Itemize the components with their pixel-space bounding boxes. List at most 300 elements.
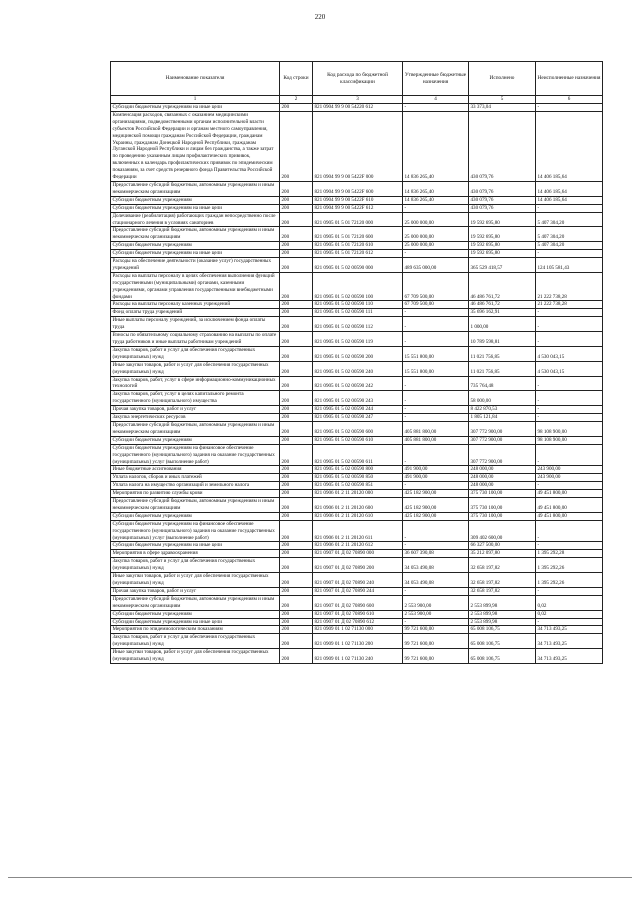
- row-line-code: 200: [280, 332, 313, 347]
- row-line-code: 200: [280, 482, 313, 490]
- row-kbk: 821 0907 01 Д 02 70890 610: [313, 610, 403, 618]
- table-row: [111, 227, 603, 242]
- column-index: 6: [536, 96, 603, 104]
- row-remaining: 4 530 043,15: [536, 361, 603, 376]
- row-line-code: 200: [280, 550, 313, 558]
- table-row: [111, 466, 603, 474]
- row-approved: -: [403, 250, 469, 258]
- row-remaining: -: [536, 618, 603, 626]
- row-executed: 309 402 600,00: [469, 520, 536, 542]
- row-approved: 14 836 265,40: [403, 181, 469, 196]
- row-approved: -: [403, 204, 469, 212]
- row-kbk: 821 0905 01 5 02 00590 610: [313, 436, 403, 444]
- row-executed: 430 079,76: [469, 111, 536, 181]
- row-executed: 19 592 695,80: [469, 250, 536, 258]
- table-header-row: [111, 62, 603, 96]
- row-remaining: 14 406 185,64: [536, 181, 603, 196]
- row-executed: 307 772 900,00: [469, 436, 536, 444]
- table-row: [111, 406, 603, 414]
- table-row: [111, 512, 603, 520]
- row-approved: -: [403, 520, 469, 542]
- table-row: [111, 204, 603, 212]
- row-executed: 375 730 100,00: [469, 498, 536, 513]
- row-executed: 32 658 197,82: [469, 573, 536, 588]
- row-kbk: 821 0905 01 5 01 72120 610: [313, 242, 403, 250]
- row-approved: 425 182 900,00: [403, 498, 469, 513]
- row-line-code: 200: [280, 309, 313, 317]
- row-name: Предоставление субсидий бюджетным, автономным учреждениям и иным некоммерческим организациям: [111, 181, 280, 196]
- row-approved: -: [403, 332, 469, 347]
- row-executed: 10 789 598,81: [469, 332, 536, 347]
- row-line-code: 200: [280, 610, 313, 618]
- row-approved: -: [403, 542, 469, 550]
- row-kbk: 821 0905 01 5 01 72120 000: [313, 212, 403, 227]
- row-remaining: -: [536, 250, 603, 258]
- table-row: [111, 490, 603, 498]
- row-line-code: 200: [280, 272, 313, 301]
- row-executed: 375 730 100,00: [469, 512, 536, 520]
- table-body: [111, 104, 603, 664]
- row-line-code: 200: [280, 649, 313, 664]
- row-approved: 25 000 000,00: [403, 242, 469, 250]
- row-executed: 65 008 106,75: [469, 649, 536, 664]
- row-approved: -: [403, 406, 469, 414]
- row-line-code: 200: [280, 346, 313, 361]
- row-name: Иные закупки товаров, работ и услуг для обеспечения государственных (муниципальных) нужд: [111, 573, 280, 588]
- row-executed: 248 000,00: [469, 482, 536, 490]
- table-row: [111, 242, 603, 250]
- row-remaining: 34 713 493,25: [536, 634, 603, 649]
- table-row: [111, 361, 603, 376]
- row-line-code: 200: [280, 204, 313, 212]
- table-row: [111, 258, 603, 273]
- row-approved: 15 551 800,00: [403, 361, 469, 376]
- row-remaining: 5 407 304,20: [536, 212, 603, 227]
- row-remaining: -: [536, 204, 603, 212]
- row-kbk: 821 0907 01 Д 02 70890 244: [313, 587, 403, 595]
- row-name: Уплата налога на имущество организаций и земельного налога: [111, 482, 280, 490]
- row-executed: 1 000,00: [469, 317, 536, 332]
- row-executed: 65 008 106,75: [469, 626, 536, 634]
- row-remaining: -: [536, 587, 603, 595]
- row-approved: -: [403, 482, 469, 490]
- row-kbk: 821 0905 01 5 02 00590 112: [313, 317, 403, 332]
- row-executed: 35 696 162,91: [469, 309, 536, 317]
- row-name: Закупка товаров, работ, услуг в сфере информационно-коммуникационных технологий: [111, 376, 280, 391]
- row-executed: 58 000,00: [469, 391, 536, 406]
- table-row: [111, 346, 603, 361]
- row-remaining: 1 395 292,26: [536, 573, 603, 588]
- row-kbk: 821 0905 01 5 01 72120 600: [313, 227, 403, 242]
- row-remaining: 4 530 043,15: [536, 346, 603, 361]
- row-line-code: 200: [280, 490, 313, 498]
- row-line-code: 200: [280, 376, 313, 391]
- row-approved: 405 881 800,00: [403, 436, 469, 444]
- row-name: Прочая закупка товаров, работ и услуг: [111, 587, 280, 595]
- row-remaining: -: [536, 332, 603, 347]
- row-line-code: 200: [280, 512, 313, 520]
- row-kbk: 821 0905 01 5 02 00590 611: [313, 444, 403, 466]
- row-kbk: 821 0905 01 5 02 00590 242: [313, 376, 403, 391]
- table-row: [111, 196, 603, 204]
- row-executed: 32 658 197,82: [469, 587, 536, 595]
- row-approved: 34 053 490,08: [403, 558, 469, 573]
- row-line-code: 200: [280, 406, 313, 414]
- row-remaining: 5 407 304,20: [536, 227, 603, 242]
- row-executed: 65 008 106,75: [469, 634, 536, 649]
- row-name: Субсидии бюджетным учреждениям: [111, 242, 280, 250]
- row-approved: 99 721 600,00: [403, 649, 469, 664]
- table-row: [111, 595, 603, 610]
- row-name: Закупка товаров, работ и услуг для обеспечения государственных (муниципальных) нужд: [111, 558, 280, 573]
- row-name: Предоставление субсидий бюджетным, автономным учреждениям и иным некоммерческим организациям: [111, 595, 280, 610]
- row-remaining: -: [536, 376, 603, 391]
- row-executed: 430 079,76: [469, 196, 536, 204]
- row-approved: 2 553 900,00: [403, 595, 469, 610]
- table-row: [111, 104, 603, 112]
- row-kbk: 821 0906 01 2 11 20120 612: [313, 542, 403, 550]
- row-kbk: 821 0905 01 5 02 00590 244: [313, 406, 403, 414]
- row-approved: -: [403, 317, 469, 332]
- row-executed: 2 553 899,98: [469, 618, 536, 626]
- row-remaining: 49 451 800,00: [536, 490, 603, 498]
- row-kbk: 821 0905 01 5 02 00590 247: [313, 414, 403, 422]
- row-executed: 307 772 900,00: [469, 444, 536, 466]
- row-remaining: 14 406 185,64: [536, 111, 603, 181]
- row-name: Расходы на обеспечение деятельности (оказание услуг) государственных учреждений: [111, 258, 280, 273]
- row-executed: 19 592 695,80: [469, 227, 536, 242]
- row-executed: 46 486 761,72: [469, 301, 536, 309]
- table-row: [111, 550, 603, 558]
- row-kbk: 821 0905 01 5 02 00590 111: [313, 309, 403, 317]
- row-approved: 99 721 600,00: [403, 626, 469, 634]
- table-row: [111, 610, 603, 618]
- row-kbk: 821 0906 01 2 11 20120 000: [313, 490, 403, 498]
- column-index: 3: [313, 96, 403, 104]
- row-approved: 425 182 900,00: [403, 512, 469, 520]
- row-line-code: 200: [280, 573, 313, 588]
- row-name: Предоставление субсидий бюджетным, автономным учреждениям и иным некоммерческим организациям: [111, 227, 280, 242]
- table-row: [111, 391, 603, 406]
- row-approved: 99 721 600,00: [403, 634, 469, 649]
- row-line-code: 200: [280, 242, 313, 250]
- row-name: Закупка энергетических ресурсов: [111, 414, 280, 422]
- row-remaining: 0,02: [536, 595, 603, 610]
- row-executed: 248 000,00: [469, 466, 536, 474]
- row-approved: 491 900,00: [403, 474, 469, 482]
- table-row: [111, 250, 603, 258]
- row-executed: 66 327 500,00: [469, 542, 536, 550]
- table-row: [111, 421, 603, 436]
- row-line-code: 200: [280, 181, 313, 196]
- row-remaining: 49 451 800,00: [536, 512, 603, 520]
- row-executed: 430 079,76: [469, 204, 536, 212]
- row-kbk: 821 0904 99 9 00 5422F 610: [313, 196, 403, 204]
- row-kbk: 821 0905 01 5 01 72120 612: [313, 250, 403, 258]
- row-remaining: 124 105 581,43: [536, 258, 603, 273]
- table-row: [111, 474, 603, 482]
- budget-execution-table: [110, 61, 603, 664]
- row-remaining: 34 713 493,25: [536, 626, 603, 634]
- row-approved: 405 881 800,00: [403, 421, 469, 436]
- row-approved: 14 836 265,40: [403, 196, 469, 204]
- row-line-code: 200: [280, 542, 313, 550]
- row-name: Субсидии бюджетным учреждениям: [111, 436, 280, 444]
- table-row: [111, 626, 603, 634]
- row-name: Субсидии бюджетным учреждениям на иные цели: [111, 618, 280, 626]
- table-row: [111, 498, 603, 513]
- table-row: [111, 520, 603, 542]
- row-remaining: 243 900,00: [536, 474, 603, 482]
- row-name: Долечивание (реабилитация) работающих граждан непосредственно после стационарного лечения в условиях санаториев: [111, 212, 280, 227]
- row-approved: 15 551 800,00: [403, 346, 469, 361]
- row-kbk: 821 0907 01 Д 02 70890 000: [313, 550, 403, 558]
- row-name: Мероприятия в сфере здравоохранения: [111, 550, 280, 558]
- row-executed: 1 805 121,84: [469, 414, 536, 422]
- row-kbk: 821 0905 01 5 02 00590 851: [313, 482, 403, 490]
- row-approved: -: [403, 104, 469, 112]
- column-index: 5: [469, 96, 536, 104]
- row-remaining: -: [536, 520, 603, 542]
- row-line-code: 200: [280, 250, 313, 258]
- row-approved: 25 000 000,00: [403, 227, 469, 242]
- row-approved: 425 182 900,00: [403, 490, 469, 498]
- row-kbk: 821 0905 01 5 02 00590 100: [313, 272, 403, 301]
- header-line-code: Код строки: [280, 62, 313, 96]
- row-kbk: 821 0909 01 1 02 71130 240: [313, 649, 403, 664]
- row-executed: 365 529 418,57: [469, 258, 536, 273]
- row-name: Субсидии бюджетным учреждениям на финансовое обеспечение государственного (муниципального) задания на оказание государственных (муниципальных) услуг (выполнение работ): [111, 520, 280, 542]
- row-name: Субсидии бюджетным учреждениям: [111, 610, 280, 618]
- row-kbk: 821 0904 99 9 00 5422F 000: [313, 111, 403, 181]
- row-kbk: 821 0905 01 5 02 00590 600: [313, 421, 403, 436]
- table-row: [111, 272, 603, 301]
- footer-rule: [8, 877, 632, 878]
- row-line-code: 200: [280, 212, 313, 227]
- row-name: Иные выплаты персоналу учреждений, за исключением фонда оплаты труда: [111, 317, 280, 332]
- page-number: 220: [314, 13, 326, 21]
- row-line-code: 200: [280, 301, 313, 309]
- table-row: [111, 332, 603, 347]
- row-line-code: 200: [280, 421, 313, 436]
- row-kbk: 821 0905 01 5 02 00590 200: [313, 346, 403, 361]
- row-line-code: 200: [280, 558, 313, 573]
- column-index-row: [111, 96, 603, 104]
- row-remaining: 34 713 493,25: [536, 649, 603, 664]
- row-approved: -: [403, 444, 469, 466]
- row-approved: 67 709 500,00: [403, 272, 469, 301]
- table-row: [111, 309, 603, 317]
- row-name: Взносы по обязательному социальному страхованию на выплаты по оплате труда работников и иные выплаты работникам учреждений: [111, 332, 280, 347]
- table-row: [111, 542, 603, 550]
- row-line-code: 200: [280, 474, 313, 482]
- row-remaining: -: [536, 391, 603, 406]
- row-name: Иные бюджетные ассигнования: [111, 466, 280, 474]
- row-name: Фонд оплаты труда учреждений: [111, 309, 280, 317]
- row-remaining: -: [536, 317, 603, 332]
- row-remaining: -: [536, 542, 603, 550]
- column-index: 4: [403, 96, 469, 104]
- row-name: Прочая закупка товаров, работ и услуг: [111, 406, 280, 414]
- row-remaining: -: [536, 444, 603, 466]
- row-approved: -: [403, 414, 469, 422]
- table-row: [111, 587, 603, 595]
- table-row: [111, 181, 603, 196]
- row-name: Компенсация расходов, связанных с оказанием медицинскими организациями, подведомственными органам исполнительной власти субъектов Российской Федерации и органам местного самоуправления, медицинской помощи гражданам Российской Федерации, гражданам Украины, гражданам Донецкой Народной Республики, гражданам Луганской Народной Республики и лицам без гражданства, а также затрат по проведению указанным лицам профилактических прививок, включенных в календарь профилактических прививок по эпидемическим показаниям, за счет средств резервного фонда Правительства Российской Федерации: [111, 111, 280, 181]
- row-kbk: 821 0905 01 5 02 00590 110: [313, 301, 403, 309]
- row-line-code: 200: [280, 634, 313, 649]
- row-remaining: 5 407 304,20: [536, 242, 603, 250]
- row-name: Иные закупки товаров, работ и услуг для обеспечения государственных (муниципальных) нужд: [111, 361, 280, 376]
- row-remaining: 1 395 292,26: [536, 558, 603, 573]
- header-kbk: Код расхода по бюджетной классификации: [313, 62, 403, 96]
- row-name: Иные закупки товаров, работ и услуг для обеспечения государственных (муниципальных) нужд: [111, 649, 280, 664]
- table-row: [111, 482, 603, 490]
- row-approved: -: [403, 587, 469, 595]
- table-row: [111, 317, 603, 332]
- row-kbk: 821 0907 01 Д 02 70890 600: [313, 595, 403, 610]
- table-row: [111, 444, 603, 466]
- row-executed: 32 658 197,82: [469, 558, 536, 573]
- row-approved: 36 607 390,08: [403, 550, 469, 558]
- table-row: [111, 573, 603, 588]
- row-name: Субсидии бюджетным учреждениям на иные цели: [111, 204, 280, 212]
- row-executed: 735 764,48: [469, 376, 536, 391]
- row-name: Субсидии бюджетным учреждениям: [111, 512, 280, 520]
- row-executed: 8 422 870,53: [469, 406, 536, 414]
- table-row: [111, 376, 603, 391]
- row-approved: -: [403, 376, 469, 391]
- row-approved: 2 553 900,00: [403, 610, 469, 618]
- row-executed: 46 486 761,72: [469, 272, 536, 301]
- row-executed: 19 592 695,80: [469, 242, 536, 250]
- row-kbk: 821 0909 01 1 02 71130 000: [313, 626, 403, 634]
- row-executed: 11 021 756,85: [469, 361, 536, 376]
- row-kbk: 821 0906 01 2 11 20120 610: [313, 512, 403, 520]
- row-remaining: 243 900,00: [536, 466, 603, 474]
- row-approved: -: [403, 309, 469, 317]
- row-remaining: 21 222 738,28: [536, 272, 603, 301]
- table-row: [111, 111, 603, 181]
- header-executed: Исполнено: [469, 62, 536, 96]
- row-line-code: 200: [280, 618, 313, 626]
- row-name: Закупка товаров, работ, услуг в целях капитального ремонта государственного (муниципального) имущества: [111, 391, 280, 406]
- row-kbk: 821 0905 01 5 02 00590 000: [313, 258, 403, 273]
- table-row: [111, 301, 603, 309]
- row-approved: -: [403, 618, 469, 626]
- row-name: Предоставление субсидий бюджетным, автономным учреждениям и иным некоммерческим организациям: [111, 421, 280, 436]
- row-kbk: 821 0905 01 5 02 00590 850: [313, 474, 403, 482]
- table-row: [111, 212, 603, 227]
- header-approved: Утвержденные бюджетные назначения: [403, 62, 469, 96]
- row-line-code: 200: [280, 587, 313, 595]
- row-kbk: 821 0906 01 2 11 20120 600: [313, 498, 403, 513]
- row-name: Закупка товаров, работ и услуг для обеспечения государственных (муниципальных) нужд: [111, 634, 280, 649]
- row-kbk: 821 0906 01 2 11 20120 611: [313, 520, 403, 542]
- row-executed: 248 000,00: [469, 474, 536, 482]
- row-line-code: 200: [280, 258, 313, 273]
- column-index: 1: [111, 96, 280, 104]
- row-remaining: -: [536, 104, 603, 112]
- row-remaining: 14 406 185,64: [536, 196, 603, 204]
- row-name: Мероприятия по эпидемиологическим показаниям: [111, 626, 280, 634]
- row-executed: 307 772 900,00: [469, 421, 536, 436]
- row-remaining: 1 395 292,28: [536, 550, 603, 558]
- table-row: [111, 649, 603, 664]
- row-executed: 2 553 899,98: [469, 610, 536, 618]
- row-approved: 34 053 490,08: [403, 573, 469, 588]
- row-remaining: 98 108 900,00: [536, 436, 603, 444]
- row-line-code: 200: [280, 414, 313, 422]
- row-remaining: 98 108 900,00: [536, 421, 603, 436]
- row-executed: 19 592 695,80: [469, 212, 536, 227]
- row-line-code: 200: [280, 227, 313, 242]
- table-row: [111, 436, 603, 444]
- row-approved: 489 635 000,00: [403, 258, 469, 273]
- column-index: 2: [280, 96, 313, 104]
- row-executed: 375 730 100,00: [469, 490, 536, 498]
- row-name: Субсидии бюджетным учреждениям: [111, 196, 280, 204]
- row-remaining: -: [536, 406, 603, 414]
- table-row: [111, 558, 603, 573]
- row-name: Уплата налогов, сборов и иных платежей: [111, 474, 280, 482]
- row-name: Субсидии бюджетным учреждениям на финансовое обеспечение государственного (муниципального) задания на оказание государственных (муниципальных) услуг (выполнение работ): [111, 444, 280, 466]
- row-approved: 67 709 500,00: [403, 301, 469, 309]
- row-name: Закупка товаров, работ и услуг для обеспечения государственных (муниципальных) нужд: [111, 346, 280, 361]
- row-remaining: -: [536, 414, 603, 422]
- row-name: Субсидии бюджетным учреждениям на иные цели: [111, 250, 280, 258]
- row-approved: 491 900,00: [403, 466, 469, 474]
- row-name: Субсидии бюджетным учреждениям на иные цели: [111, 104, 280, 112]
- row-line-code: 200: [280, 391, 313, 406]
- row-kbk: 821 0905 01 5 02 00590 800: [313, 466, 403, 474]
- row-remaining: -: [536, 309, 603, 317]
- row-executed: 11 021 756,85: [469, 346, 536, 361]
- row-remaining: 49 451 800,00: [536, 498, 603, 513]
- row-executed: 33 373,04: [469, 104, 536, 112]
- row-line-code: 200: [280, 444, 313, 466]
- row-line-code: 200: [280, 626, 313, 634]
- row-name: Мероприятия по развитию службы крови: [111, 490, 280, 498]
- row-kbk: 821 0907 01 Д 02 70890 200: [313, 558, 403, 573]
- row-remaining: -: [536, 482, 603, 490]
- row-name: Субсидии бюджетным учреждениям на иные цели: [111, 542, 280, 550]
- header-name: Наименование показателя: [111, 62, 280, 96]
- row-remaining: 21 222 738,28: [536, 301, 603, 309]
- row-line-code: 200: [280, 111, 313, 181]
- row-line-code: 200: [280, 498, 313, 513]
- row-name: Расходы на выплаты персоналу казенных учреждений: [111, 301, 280, 309]
- row-name: Расходы на выплаты персоналу в целях обеспечения выполнения функций государственными (муниципальными) органами, казенными учреждениями, органами управления государственными внебюджетными фондами: [111, 272, 280, 301]
- row-kbk: 821 0904 99 9 00 5422F 600: [313, 181, 403, 196]
- row-approved: 25 000 000,00: [403, 212, 469, 227]
- row-remaining: 0,02: [536, 610, 603, 618]
- header-remaining: Неисполненные назначения: [536, 62, 603, 96]
- row-approved: -: [403, 391, 469, 406]
- row-executed: 430 079,76: [469, 181, 536, 196]
- row-kbk: 821 0905 01 5 02 00590 119: [313, 332, 403, 347]
- row-kbk: 821 0907 01 Д 02 70890 240: [313, 573, 403, 588]
- row-line-code: 200: [280, 317, 313, 332]
- table-row: [111, 634, 603, 649]
- row-executed: 2 553 899,98: [469, 595, 536, 610]
- row-line-code: 200: [280, 361, 313, 376]
- row-line-code: 200: [280, 196, 313, 204]
- row-executed: 35 212 097,80: [469, 550, 536, 558]
- row-approved: 14 836 265,40: [403, 111, 469, 181]
- row-kbk: 821 0907 01 Д 02 70890 612: [313, 618, 403, 626]
- row-line-code: 200: [280, 104, 313, 112]
